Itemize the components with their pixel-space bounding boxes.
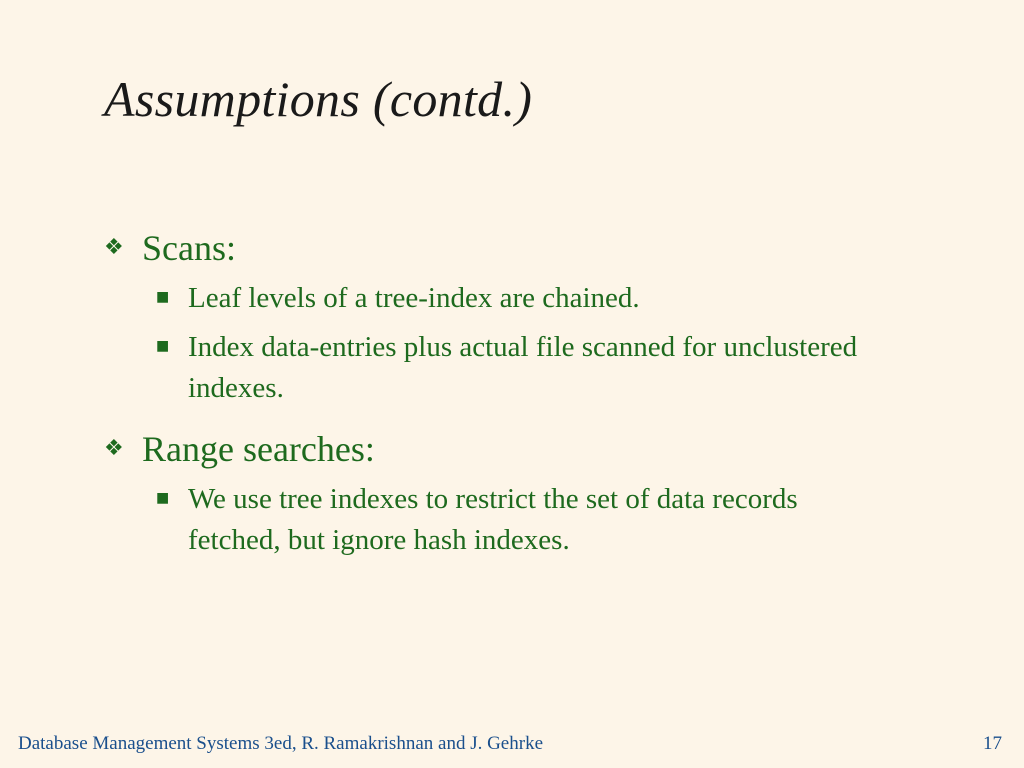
bullet-text: Range searches: (142, 429, 375, 469)
bullet-text: Scans: (142, 228, 236, 268)
subbullet-list-scans (0, 278, 1024, 409)
slide-content (0, 226, 1024, 561)
bullet-range-searches (104, 427, 1024, 471)
square-bullet-icon: ■ (156, 490, 170, 506)
footer-citation: Database Management Systems 3ed, R. Ramakrishnan and J. Gehrke (18, 733, 544, 754)
subbullet-leaf-levels (156, 278, 1024, 319)
subbullet-text: Leaf levels of a tree-index are chained. (188, 282, 640, 314)
subbullet-list-range-searches (0, 479, 1024, 561)
subbullet-text: We use tree indexes to restrict the set of data records fetched, but ignore hash indexes. (188, 483, 798, 556)
page-number: 17 (983, 733, 1002, 754)
square-bullet-icon: ■ (156, 289, 170, 305)
subbullet-tree-indexes (156, 479, 1024, 561)
bullet-scans (104, 226, 1024, 270)
diamond-bullet-icon: ❖ (104, 235, 124, 260)
diamond-bullet-icon: ❖ (104, 436, 124, 461)
square-bullet-icon: ■ (156, 338, 170, 354)
slide-title: Assumptions (contd.) (104, 71, 533, 127)
subbullet-text: Index data-entries plus actual file scanned for unclustered indexes. (188, 331, 858, 404)
subbullet-index-data-entries (156, 327, 1024, 409)
